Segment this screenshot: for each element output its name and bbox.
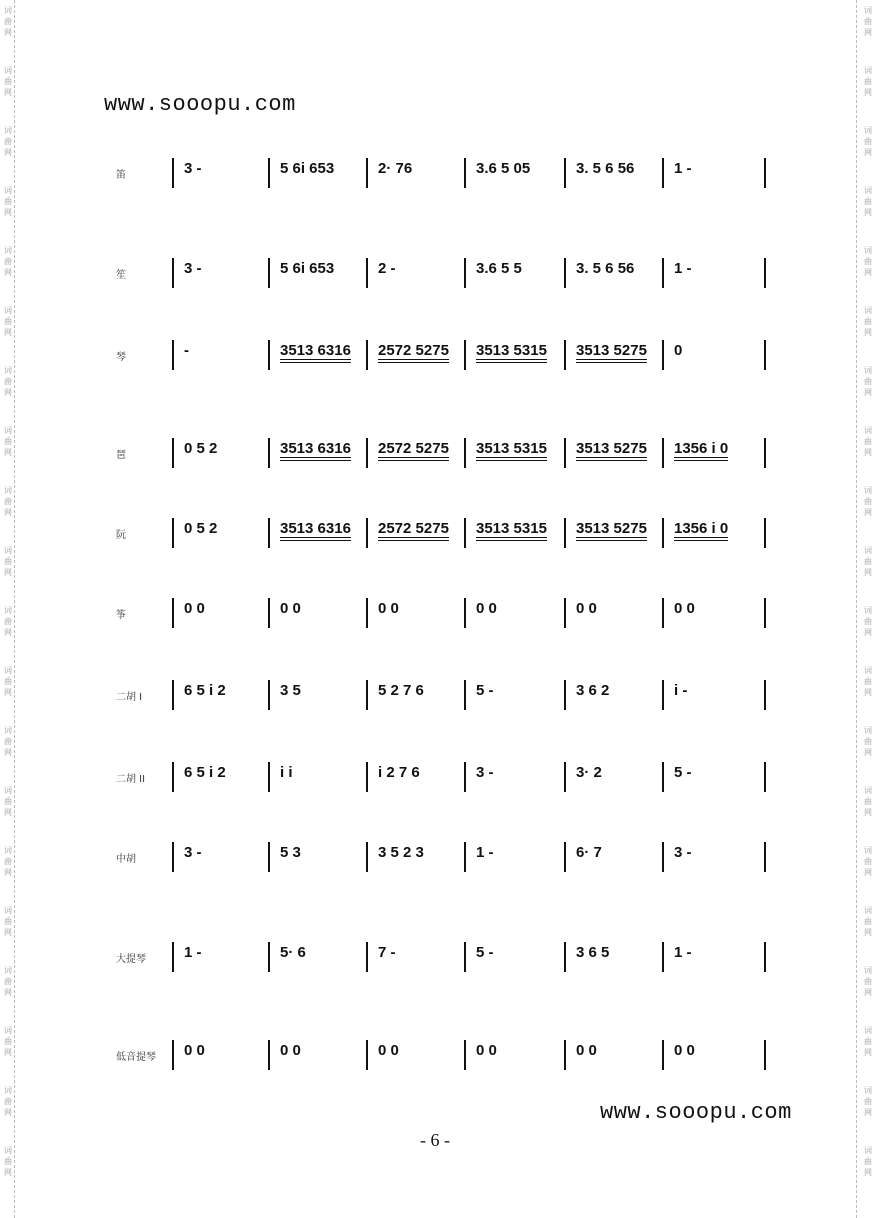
measure-notes: 3· 2: [576, 764, 602, 781]
measure-notes: 0 0: [184, 600, 205, 617]
measure-notes: 1 -: [476, 844, 494, 861]
measure-notes: 0 0: [674, 1042, 695, 1059]
watermark-char: 词: [4, 186, 12, 195]
measure-notes: 3. 5 6 56: [576, 260, 635, 277]
measure-notes: 0 0: [378, 600, 399, 617]
watermark-char: 词: [864, 66, 872, 75]
watermark-char: 网: [864, 1048, 872, 1057]
barline: [662, 942, 664, 972]
measure-notes: 7 -: [378, 944, 396, 961]
measure-notes: 3 5: [280, 682, 301, 699]
barline: [662, 438, 664, 468]
watermark-char: 网: [4, 868, 12, 877]
barline: [564, 158, 566, 188]
measure-notes: 0 0: [280, 1042, 301, 1059]
watermark-char: 曲: [864, 1157, 872, 1166]
measure-notes: 2572 5275: [378, 440, 449, 461]
watermark-char: 网: [864, 508, 872, 517]
measure-notes: 0 0: [378, 1042, 399, 1059]
barline: [564, 942, 566, 972]
watermark-char: 网: [864, 688, 872, 697]
header-url: www.sooopu.com: [104, 92, 296, 117]
instrument-label: 大提琴: [116, 954, 146, 965]
watermark-char: 曲: [864, 917, 872, 926]
watermark-char: 网: [4, 388, 12, 397]
watermark-char: 词: [4, 306, 12, 315]
watermark-char: 网: [4, 688, 12, 697]
instrument-label: 笛: [116, 170, 126, 181]
barline: [268, 598, 270, 628]
measure-notes: 2 -: [378, 260, 396, 277]
watermark-char: 网: [4, 88, 12, 97]
barline: [764, 518, 766, 548]
watermark-char: 曲: [4, 437, 12, 446]
measure-notes: 1356 i 0: [674, 520, 728, 541]
watermark-char: 网: [864, 388, 872, 397]
watermark-char: 网: [4, 1108, 12, 1117]
measure-notes: 5 2 7 6: [378, 682, 424, 699]
staff-row: [172, 518, 772, 548]
measure-notes: 1 -: [674, 944, 692, 961]
barline: [662, 158, 664, 188]
measure-notes: 0: [674, 342, 683, 359]
barline: [564, 762, 566, 792]
watermark-char: 网: [864, 628, 872, 637]
watermark-char: 词: [4, 426, 12, 435]
watermark-char: 曲: [4, 617, 12, 626]
barline: [564, 680, 566, 710]
measure-notes: 5 -: [476, 944, 494, 961]
barline: [764, 842, 766, 872]
watermark-char: 曲: [4, 77, 12, 86]
watermark-char: 网: [4, 448, 12, 457]
barline: [366, 518, 368, 548]
barline: [268, 258, 270, 288]
watermark-char: 网: [864, 868, 872, 877]
watermark-char: 曲: [864, 497, 872, 506]
watermark-char: 曲: [864, 377, 872, 386]
staff-row: [172, 158, 772, 188]
watermark-char: 曲: [4, 1037, 12, 1046]
measure-notes: 6 5 i 2: [184, 764, 226, 781]
barline: [764, 762, 766, 792]
barline: [268, 762, 270, 792]
barline: [172, 942, 174, 972]
watermark-char: 网: [864, 808, 872, 817]
measure-notes: 1356 i 0: [674, 440, 728, 461]
barline: [464, 518, 466, 548]
barline: [172, 762, 174, 792]
barline: [464, 1040, 466, 1070]
measure-notes: 5 -: [476, 682, 494, 699]
barline: [268, 1040, 270, 1070]
watermark-char: 曲: [4, 977, 12, 986]
watermark-char: 词: [864, 6, 872, 15]
staff-row: [172, 762, 772, 792]
watermark-char: 词: [864, 186, 872, 195]
barline: [268, 518, 270, 548]
barline: [366, 598, 368, 628]
watermark-char: 网: [4, 268, 12, 277]
watermark-char: 词: [4, 786, 12, 795]
barline: [764, 340, 766, 370]
barline: [764, 438, 766, 468]
barline: [662, 598, 664, 628]
watermark-char: 网: [4, 568, 12, 577]
watermark-char: 词: [4, 366, 12, 375]
measure-notes: 0 0: [674, 600, 695, 617]
watermark-char: 网: [864, 988, 872, 997]
measure-notes: 5 -: [674, 764, 692, 781]
barline: [662, 1040, 664, 1070]
barline: [662, 842, 664, 872]
barline: [172, 518, 174, 548]
watermark-char: 网: [864, 208, 872, 217]
watermark-char: 网: [4, 628, 12, 637]
measure-notes: 0 5 2: [184, 440, 218, 457]
barline: [764, 258, 766, 288]
barline: [268, 942, 270, 972]
measure-notes: 0 0: [184, 1042, 205, 1059]
barline: [366, 842, 368, 872]
watermark-char: 曲: [4, 917, 12, 926]
measure-notes: 0 0: [576, 600, 597, 617]
measure-notes: 3513 5315: [476, 520, 547, 541]
staff-row: [172, 598, 772, 628]
measure-notes: 2572 5275: [378, 520, 449, 541]
watermark-char: 曲: [4, 1157, 12, 1166]
barline: [464, 258, 466, 288]
watermark-char: 网: [864, 28, 872, 37]
measure-notes: 3 -: [674, 844, 692, 861]
instrument-label: 二胡 I: [116, 692, 143, 703]
watermark-char: 曲: [864, 737, 872, 746]
measure-notes: 3513 6316: [280, 440, 351, 461]
watermark-char: 网: [864, 148, 872, 157]
measure-notes: 3 6 5: [576, 944, 610, 961]
barline: [564, 340, 566, 370]
measure-notes: 1 -: [674, 160, 692, 177]
measure-notes: i 2 7 6: [378, 764, 420, 781]
barline: [172, 1040, 174, 1070]
watermark-char: 曲: [4, 497, 12, 506]
measure-notes: 5 6i 653: [280, 260, 335, 277]
measure-notes: 5 6i 653: [280, 160, 335, 177]
measure-notes: 3 6 2: [576, 682, 610, 699]
staff-row: [172, 842, 772, 872]
measure-notes: 3513 5275: [576, 440, 647, 461]
barline: [366, 762, 368, 792]
measure-notes: i -: [674, 682, 688, 699]
measure-notes: 5 3: [280, 844, 301, 861]
watermark-char: 词: [864, 426, 872, 435]
barline: [464, 762, 466, 792]
barline: [366, 438, 368, 468]
watermark-char: 词: [864, 366, 872, 375]
watermark-char: 词: [4, 846, 12, 855]
watermark-char: 曲: [864, 1037, 872, 1046]
watermark-char: 词: [4, 966, 12, 975]
watermark-char: 曲: [4, 377, 12, 386]
staff-row: [172, 438, 772, 468]
watermark-char: 曲: [864, 437, 872, 446]
watermark-char: 词: [864, 1086, 872, 1095]
barline: [662, 680, 664, 710]
watermark-char: 网: [864, 448, 872, 457]
barline: [268, 438, 270, 468]
barline: [662, 762, 664, 792]
measure-notes: 0 5 2: [184, 520, 218, 537]
barline: [564, 438, 566, 468]
barline: [764, 158, 766, 188]
barline: [172, 340, 174, 370]
watermark-char: 曲: [4, 257, 12, 266]
watermark-char: 曲: [864, 977, 872, 986]
watermark-char: 词: [864, 1026, 872, 1035]
instrument-label: 琴: [116, 352, 126, 363]
watermark-char: 曲: [4, 677, 12, 686]
watermark-char: 网: [4, 748, 12, 757]
watermark-char: 曲: [864, 317, 872, 326]
barline: [464, 340, 466, 370]
barline: [564, 518, 566, 548]
watermark-char: 曲: [4, 317, 12, 326]
watermark-char: 曲: [864, 77, 872, 86]
barline: [464, 158, 466, 188]
watermark-char: 网: [4, 988, 12, 997]
measure-notes: 3.6 5 05: [476, 160, 531, 177]
barline: [172, 598, 174, 628]
watermark-char: 网: [4, 28, 12, 37]
barline: [564, 258, 566, 288]
barline: [172, 842, 174, 872]
watermark-char: 词: [864, 966, 872, 975]
watermark-char: 曲: [864, 257, 872, 266]
measure-notes: 3 -: [184, 260, 202, 277]
watermark-char: 词: [4, 666, 12, 675]
instrument-label: 二胡 II: [116, 774, 146, 785]
watermark-char: 词: [864, 246, 872, 255]
measure-notes: 3.6 5 5: [476, 260, 522, 277]
watermark-char: 曲: [864, 197, 872, 206]
watermark-char: 词: [864, 786, 872, 795]
barline: [662, 258, 664, 288]
measure-notes: 5· 6: [280, 944, 306, 961]
barline: [172, 438, 174, 468]
barline: [764, 680, 766, 710]
measure-notes: 0 0: [476, 1042, 497, 1059]
measure-notes: 3. 5 6 56: [576, 160, 635, 177]
staff-row: [172, 340, 772, 370]
barline: [764, 942, 766, 972]
watermark-char: 网: [864, 748, 872, 757]
watermark-char: 词: [4, 546, 12, 555]
measure-notes: 3 -: [476, 764, 494, 781]
barline: [464, 842, 466, 872]
watermark-char: 词: [864, 906, 872, 915]
barline: [366, 258, 368, 288]
watermark-char: 词: [864, 486, 872, 495]
barline: [172, 680, 174, 710]
barline: [366, 942, 368, 972]
watermark-char: 曲: [864, 797, 872, 806]
measure-notes: 0 0: [476, 600, 497, 617]
measure-notes: 2· 76: [378, 160, 413, 177]
watermark-char: 词: [4, 6, 12, 15]
watermark-char: 曲: [864, 617, 872, 626]
barline: [564, 598, 566, 628]
watermark-char: 曲: [4, 17, 12, 26]
measure-notes: 3513 5315: [476, 342, 547, 363]
barline: [366, 340, 368, 370]
barline: [564, 842, 566, 872]
barline: [268, 842, 270, 872]
footer-url: www.sooopu.com: [600, 1100, 792, 1125]
watermark-char: 曲: [864, 1097, 872, 1106]
watermark-char: 网: [4, 928, 12, 937]
barline: [268, 158, 270, 188]
watermark-char: 曲: [4, 1097, 12, 1106]
barline: [366, 1040, 368, 1070]
measure-notes: 3513 5275: [576, 520, 647, 541]
measure-notes: 6· 7: [576, 844, 602, 861]
watermark-char: 词: [864, 606, 872, 615]
watermark-char: 词: [4, 486, 12, 495]
watermark-char: 词: [4, 726, 12, 735]
barline: [464, 680, 466, 710]
watermark-char: 网: [864, 328, 872, 337]
watermark-char: 曲: [864, 17, 872, 26]
barline: [268, 340, 270, 370]
watermark-char: 词: [4, 126, 12, 135]
watermark-char: 曲: [864, 677, 872, 686]
barline: [172, 158, 174, 188]
watermark-char: 曲: [864, 557, 872, 566]
instrument-label: 低音提琴: [116, 1052, 156, 1063]
watermark-char: 词: [864, 546, 872, 555]
watermark-char: 曲: [4, 137, 12, 146]
staff-row: [172, 1040, 772, 1070]
watermark-char: 曲: [4, 857, 12, 866]
watermark-char: 曲: [864, 137, 872, 146]
measure-notes: 0 0: [280, 600, 301, 617]
barline: [564, 1040, 566, 1070]
watermark-char: 网: [4, 808, 12, 817]
watermark-char: 网: [864, 1168, 872, 1177]
instrument-label: 筝: [116, 610, 126, 621]
barline: [662, 518, 664, 548]
staff-row: [172, 258, 772, 288]
instrument-label: 琶: [116, 450, 126, 461]
watermark-char: 网: [864, 88, 872, 97]
barline: [464, 598, 466, 628]
watermark-char: 网: [864, 1108, 872, 1117]
watermark-char: 曲: [4, 557, 12, 566]
watermark-char: 词: [864, 666, 872, 675]
measure-notes: 2572 5275: [378, 342, 449, 363]
watermark-char: 词: [4, 246, 12, 255]
watermark-char: 词: [864, 846, 872, 855]
watermark-char: 词: [4, 1026, 12, 1035]
instrument-label: 笙: [116, 270, 126, 281]
watermark-char: 词: [4, 1086, 12, 1095]
watermark-char: 曲: [4, 197, 12, 206]
barline: [268, 680, 270, 710]
barline: [764, 598, 766, 628]
watermark-char: 词: [864, 306, 872, 315]
watermark-char: 曲: [4, 797, 12, 806]
measure-notes: 1 -: [674, 260, 692, 277]
watermark-char: 词: [4, 906, 12, 915]
barline: [366, 158, 368, 188]
measure-notes: 6 5 i 2: [184, 682, 226, 699]
watermark-char: 网: [4, 1168, 12, 1177]
barline: [662, 340, 664, 370]
watermark-char: 网: [4, 208, 12, 217]
measure-notes: i i: [280, 764, 293, 781]
watermark-char: 网: [864, 568, 872, 577]
watermark-char: 词: [4, 606, 12, 615]
barline: [764, 1040, 766, 1070]
watermark-char: 网: [4, 1048, 12, 1057]
measure-notes: 0 0: [576, 1042, 597, 1059]
barline: [464, 438, 466, 468]
staff-row: [172, 680, 772, 710]
watermark-char: 词: [4, 1146, 12, 1155]
watermark-char: 词: [864, 126, 872, 135]
measure-notes: 3513 5275: [576, 342, 647, 363]
watermark-char: 曲: [864, 857, 872, 866]
measure-notes: 1 -: [184, 944, 202, 961]
measure-notes: 3 -: [184, 844, 202, 861]
barline: [366, 680, 368, 710]
barline: [464, 942, 466, 972]
watermark-char: 词: [864, 1146, 872, 1155]
page-number: - 6 -: [420, 1130, 450, 1150]
watermark-char: 网: [864, 268, 872, 277]
watermark-char: 网: [4, 328, 12, 337]
instrument-label: 中胡: [116, 854, 136, 865]
measure-notes: 3513 6316: [280, 520, 351, 541]
watermark-char: 词: [864, 726, 872, 735]
instrument-label: 阮: [116, 530, 126, 541]
watermark-char: 曲: [4, 737, 12, 746]
watermark-char: 网: [4, 148, 12, 157]
measure-notes: 3 -: [184, 160, 202, 177]
staff-row: [172, 942, 772, 972]
watermark-char: 网: [864, 928, 872, 937]
barline: [172, 258, 174, 288]
measure-notes: -: [184, 342, 189, 359]
measure-notes: 3 5 2 3: [378, 844, 424, 861]
watermark-char: 词: [4, 66, 12, 75]
measure-notes: 3513 6316: [280, 342, 351, 363]
measure-notes: 3513 5315: [476, 440, 547, 461]
watermark-char: 网: [4, 508, 12, 517]
